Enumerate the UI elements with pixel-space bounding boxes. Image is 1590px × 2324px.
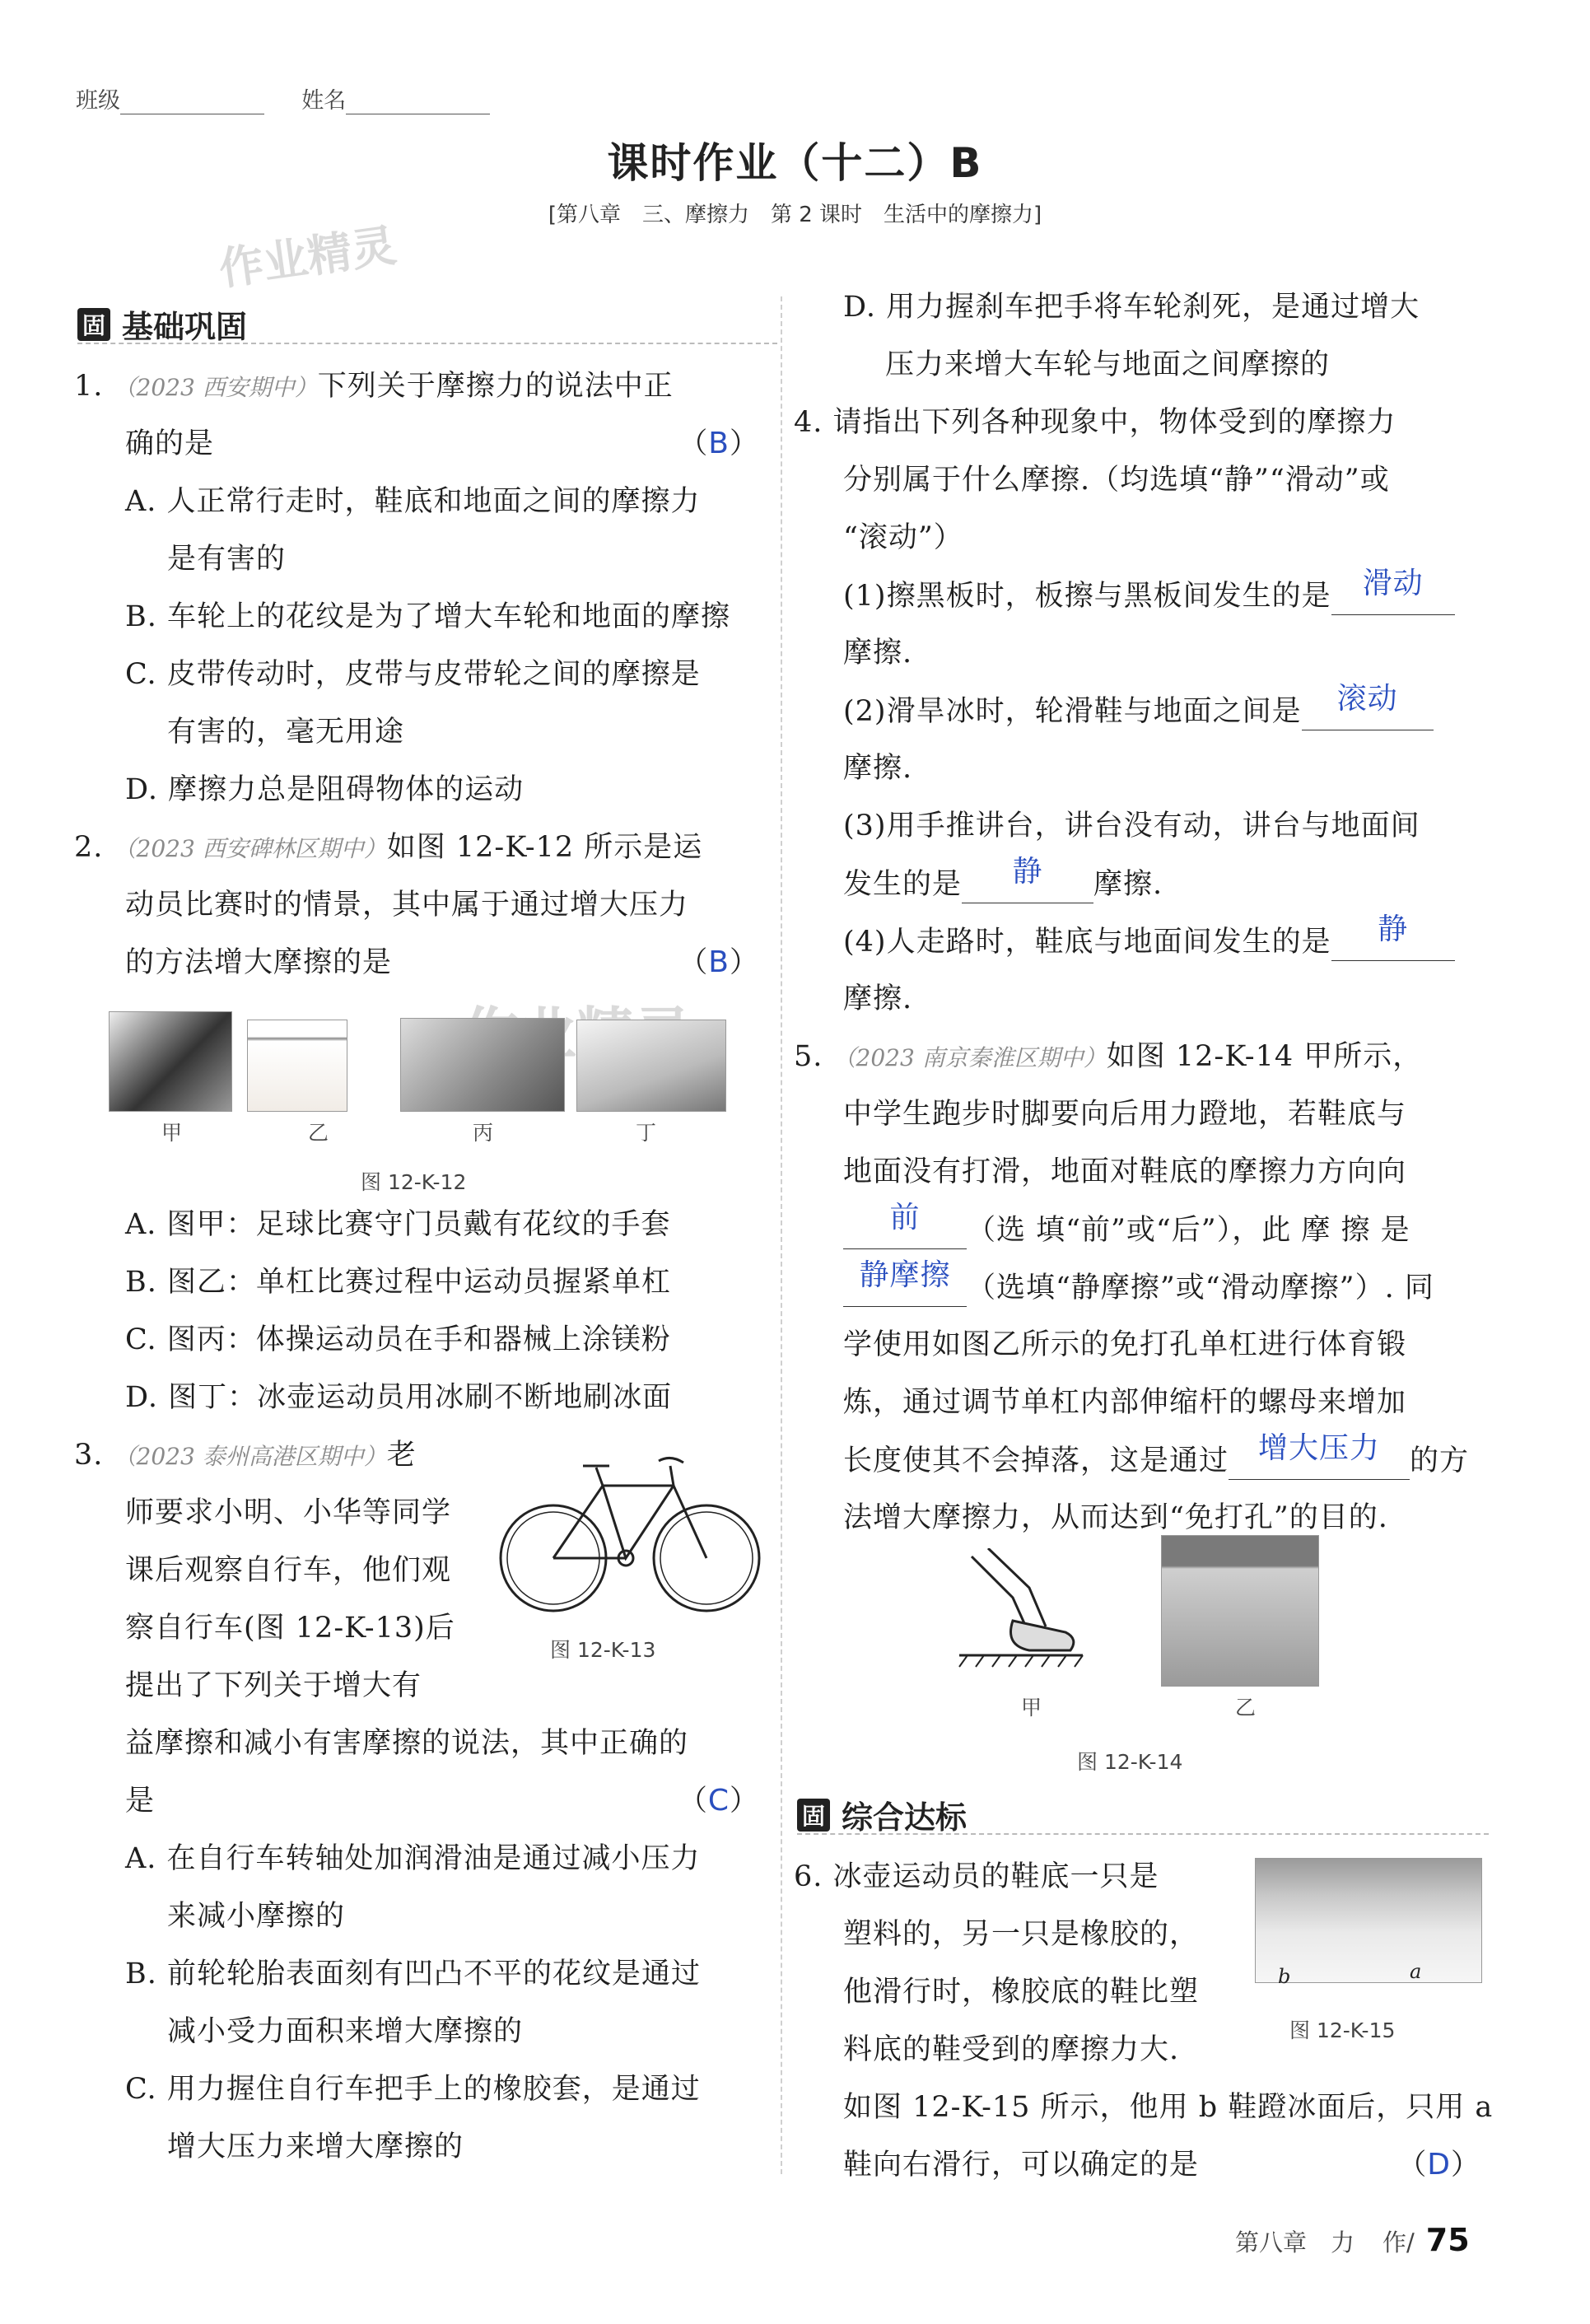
q4-part4: (4)人走路时，鞋底与地面间发生的是 静 (843, 922, 1455, 961)
name-label: 姓名 (301, 88, 347, 114)
q5-line4: 前 （选 填“前”或“后”），此 摩 擦 是 (843, 1211, 1410, 1249)
q5-line1: 5. （2023 南京秦淮区期中）如图 12-K-14 甲所示， (794, 1040, 1423, 1073)
fig12-label-yi: 乙 (308, 1121, 329, 1145)
q2-option-c: C. 图丙：体操运动员在手和器械上涂镁粉 (125, 1323, 671, 1356)
q6-line1: 6. 冰壶运动员的鞋底一只是 (794, 1860, 1159, 1893)
q4-answer-1: 滑动 (1362, 567, 1424, 600)
class-field (76, 82, 490, 114)
watermark: 作业精灵 (216, 219, 399, 296)
q1-option-a: A. 人正常行走时，鞋底和地面之间的摩擦力 (125, 485, 701, 518)
q5-line3: 地面没有打滑，地面对鞋底的摩擦力方向向 (843, 1155, 1407, 1188)
q4-line3: “滚动”） (843, 521, 963, 554)
q1-line1: 1. （2023 西安期中）下列关于摩擦力的说法中正 (74, 370, 674, 403)
q1-option-d: D. 摩擦力总是阻碍物体的运动 (125, 773, 525, 806)
photo-jia-glove (109, 1011, 232, 1112)
q3-line6: 益摩擦和减小有害摩擦的说法，其中正确的 (125, 1727, 689, 1760)
q2-answer: B (708, 945, 730, 979)
q1-answer: B (708, 427, 730, 460)
class-label: 班级 (76, 88, 120, 114)
q4-part1-end: 摩擦. (843, 637, 913, 670)
fig15-label-a: a (1410, 1960, 1422, 1983)
q6-line5: 如图 12-K-15 所示，他用 b 鞋蹬冰面后，只用 a (843, 2091, 1494, 2124)
q1-option-c: C. 皮带传动时，皮带与皮带轮之间的摩擦是 (125, 658, 701, 691)
photo-bing-chalk (400, 1018, 565, 1112)
section-comprehensive (797, 1792, 967, 1837)
class-blank (120, 89, 264, 114)
q4-part3: (3)用手推讲台，讲台没有动，讲台与地面间 (843, 810, 1420, 842)
fig13-caption: 图 12-K-13 (550, 1638, 656, 1662)
q1-option-b: B. 车轮上的花纹是为了增大车轮和地面的摩擦 (125, 600, 730, 633)
section-basic (77, 301, 247, 347)
footer-zuo: 作/ (1383, 2228, 1415, 2256)
page-title: 课时作业（十二）B (607, 139, 983, 187)
fig14-label-yi: 乙 (1235, 1696, 1257, 1720)
section-icon: 固 (77, 308, 110, 341)
q3-option-c: C. 用力握住自行车把手上的橡胶套，是通过 (125, 2073, 701, 2106)
q3-option-b-cont: 减小受力面积来增大摩擦的 (167, 2015, 524, 2048)
fig12-label-bing: 丙 (473, 1121, 494, 1145)
section-icon-2: 固 (797, 1799, 830, 1832)
q4-line2: 分别属于什么摩擦.（均选填“静”“滑动”或 (843, 464, 1390, 497)
q5-line7: 炼，通过调节单杠内部伸缩杆的螺母来增加 (843, 1386, 1407, 1419)
q4-answer-4: 静 (1378, 912, 1409, 946)
page-subtitle: [第八章 三、摩擦力 第 2 课时 生活中的摩擦力] (548, 203, 1042, 227)
fig15-caption: 图 12-K-15 (1289, 2018, 1396, 2042)
footer-chapter: 第八章 力 (1235, 2228, 1355, 2256)
fig12-caption: 图 12-K-12 (361, 1170, 467, 1194)
q6-line2: 塑料的，另一只是橡胶的， (843, 1918, 1200, 1951)
q4-part2: (2)滑旱冰时，轮滑鞋与地面之间是 滚动 (843, 692, 1434, 730)
fig12-label-jia: 甲 (161, 1121, 183, 1145)
photo-yi-bar (247, 1020, 347, 1112)
q3-option-a: A. 在自行车转轴处加润滑油是通过减小压力 (125, 1842, 701, 1875)
q4-part4-end: 摩擦. (843, 982, 913, 1015)
q6-line6: 鞋向右滑行，可以确定的是 （D） (843, 2148, 1480, 2182)
page-number: 75 (1425, 2222, 1470, 2258)
section-basic-title: 基础巩固 (122, 309, 248, 345)
q2-line2: 动员比赛时的情景，其中属于通过增大压力 (125, 889, 689, 922)
photo-ding-curling (576, 1020, 726, 1112)
q6-answer: D (1427, 2148, 1451, 2182)
q3-option-b: B. 前轮轮胎表面刻有凹凸不平的花纹是通过 (125, 1958, 701, 1990)
q1-line2: 确的是 （B） (125, 427, 759, 460)
q1-option-a-cont: 是有害的 (167, 543, 287, 576)
fig14-label-jia: 甲 (1021, 1696, 1042, 1720)
q3-line5: 提出了下列关于增大有 (125, 1669, 422, 1702)
q3-option-d: D. 用力握刹车把手将车轮刹死，是通过增大 (843, 291, 1420, 324)
q3-line2: 师要求小明、小华等同学 (125, 1496, 452, 1529)
q4-part2-end: 摩擦. (843, 752, 913, 785)
q5-answer-2: 静摩擦 (859, 1258, 951, 1292)
section-comprehensive-title: 综合达标 (842, 1799, 968, 1836)
q1-option-c-cont: 有害的，毫无用途 (167, 716, 405, 749)
q3-line7: 是 （C） (125, 1784, 759, 1818)
fig12-label-ding: 丁 (636, 1121, 657, 1145)
q3-option-d-cont: 压力来增大车轮与地面之间摩擦的 (885, 348, 1331, 381)
q2-option-a: A. 图甲：足球比赛守门员戴有花纹的手套 (125, 1208, 671, 1241)
name-blank (346, 89, 490, 114)
q5-line5: 静摩擦 （选填“静摩擦”或“滑动摩擦”）. 同 (843, 1268, 1434, 1307)
column-divider (781, 296, 782, 2174)
q3-option-a-cont: 来减小摩擦的 (167, 1900, 346, 1933)
q5-line9: 法增大摩擦力，从而达到“免打孔”的目的. (843, 1501, 1388, 1534)
photo-pullup-bar (1161, 1535, 1319, 1687)
q5-line2: 中学生跑步时脚要向后用力蹬地，若鞋底与 (843, 1098, 1407, 1131)
q3-option-c-cont: 增大压力来增大摩擦的 (167, 2130, 464, 2163)
q3-line4: 察自行车(图 12-K-13)后 (125, 1612, 455, 1645)
q4-part1: (1)擦黑板时，板擦与黑板间发生的是 滑动 (843, 576, 1455, 615)
q2-line1: 2. （2023 西安碑林区期中）如图 12-K-12 所示是运 (74, 831, 703, 864)
q5-line8: 长度使其不会掉落，这是通过 增大压力 的方 (843, 1441, 1469, 1480)
q4-answer-3: 静 (1012, 855, 1043, 889)
q3-answer: C (707, 1784, 730, 1818)
bicycle-figure (494, 1443, 766, 1640)
q3-line3: 课后观察自行车，他们观 (125, 1554, 452, 1587)
q4-answer-2: 滚动 (1336, 682, 1398, 716)
q4-part3-cont: 发生的是 静 摩擦. (843, 865, 1163, 903)
q4-line1: 4. 请指出下列各种现象中，物体受到的摩擦力 (794, 406, 1396, 439)
q2-option-b: B. 图乙：单杠比赛过程中运动员握紧单杠 (125, 1266, 671, 1299)
q5-line6: 学使用如图乙所示的免打孔单杠进行体育锻 (843, 1328, 1407, 1361)
q6-line3: 他滑行时，橡胶底的鞋比塑 (843, 1976, 1200, 2009)
q5-answer-1: 前 (889, 1201, 921, 1234)
q3-line1: 3. （2023 泰州高港区期中）老 (74, 1439, 417, 1472)
shoe-figure (955, 1548, 1087, 1680)
page-footer (1235, 2222, 1470, 2258)
q2-line3: 的方法增大摩擦的是 （B） (125, 945, 759, 979)
q5-answer-3: 增大压力 (1258, 1431, 1381, 1465)
q2-option-d: D. 图丁：冰壶运动员用冰刷不断地刷冰面 (125, 1381, 673, 1414)
q6-line4: 料底的鞋受到的摩擦力大. (843, 2033, 1180, 2066)
section-rule (77, 343, 777, 344)
fig15-label-b: b (1278, 1965, 1291, 1988)
section-rule-2 (797, 1833, 1489, 1835)
fig14-caption: 图 12-K-14 (1077, 1750, 1183, 1774)
